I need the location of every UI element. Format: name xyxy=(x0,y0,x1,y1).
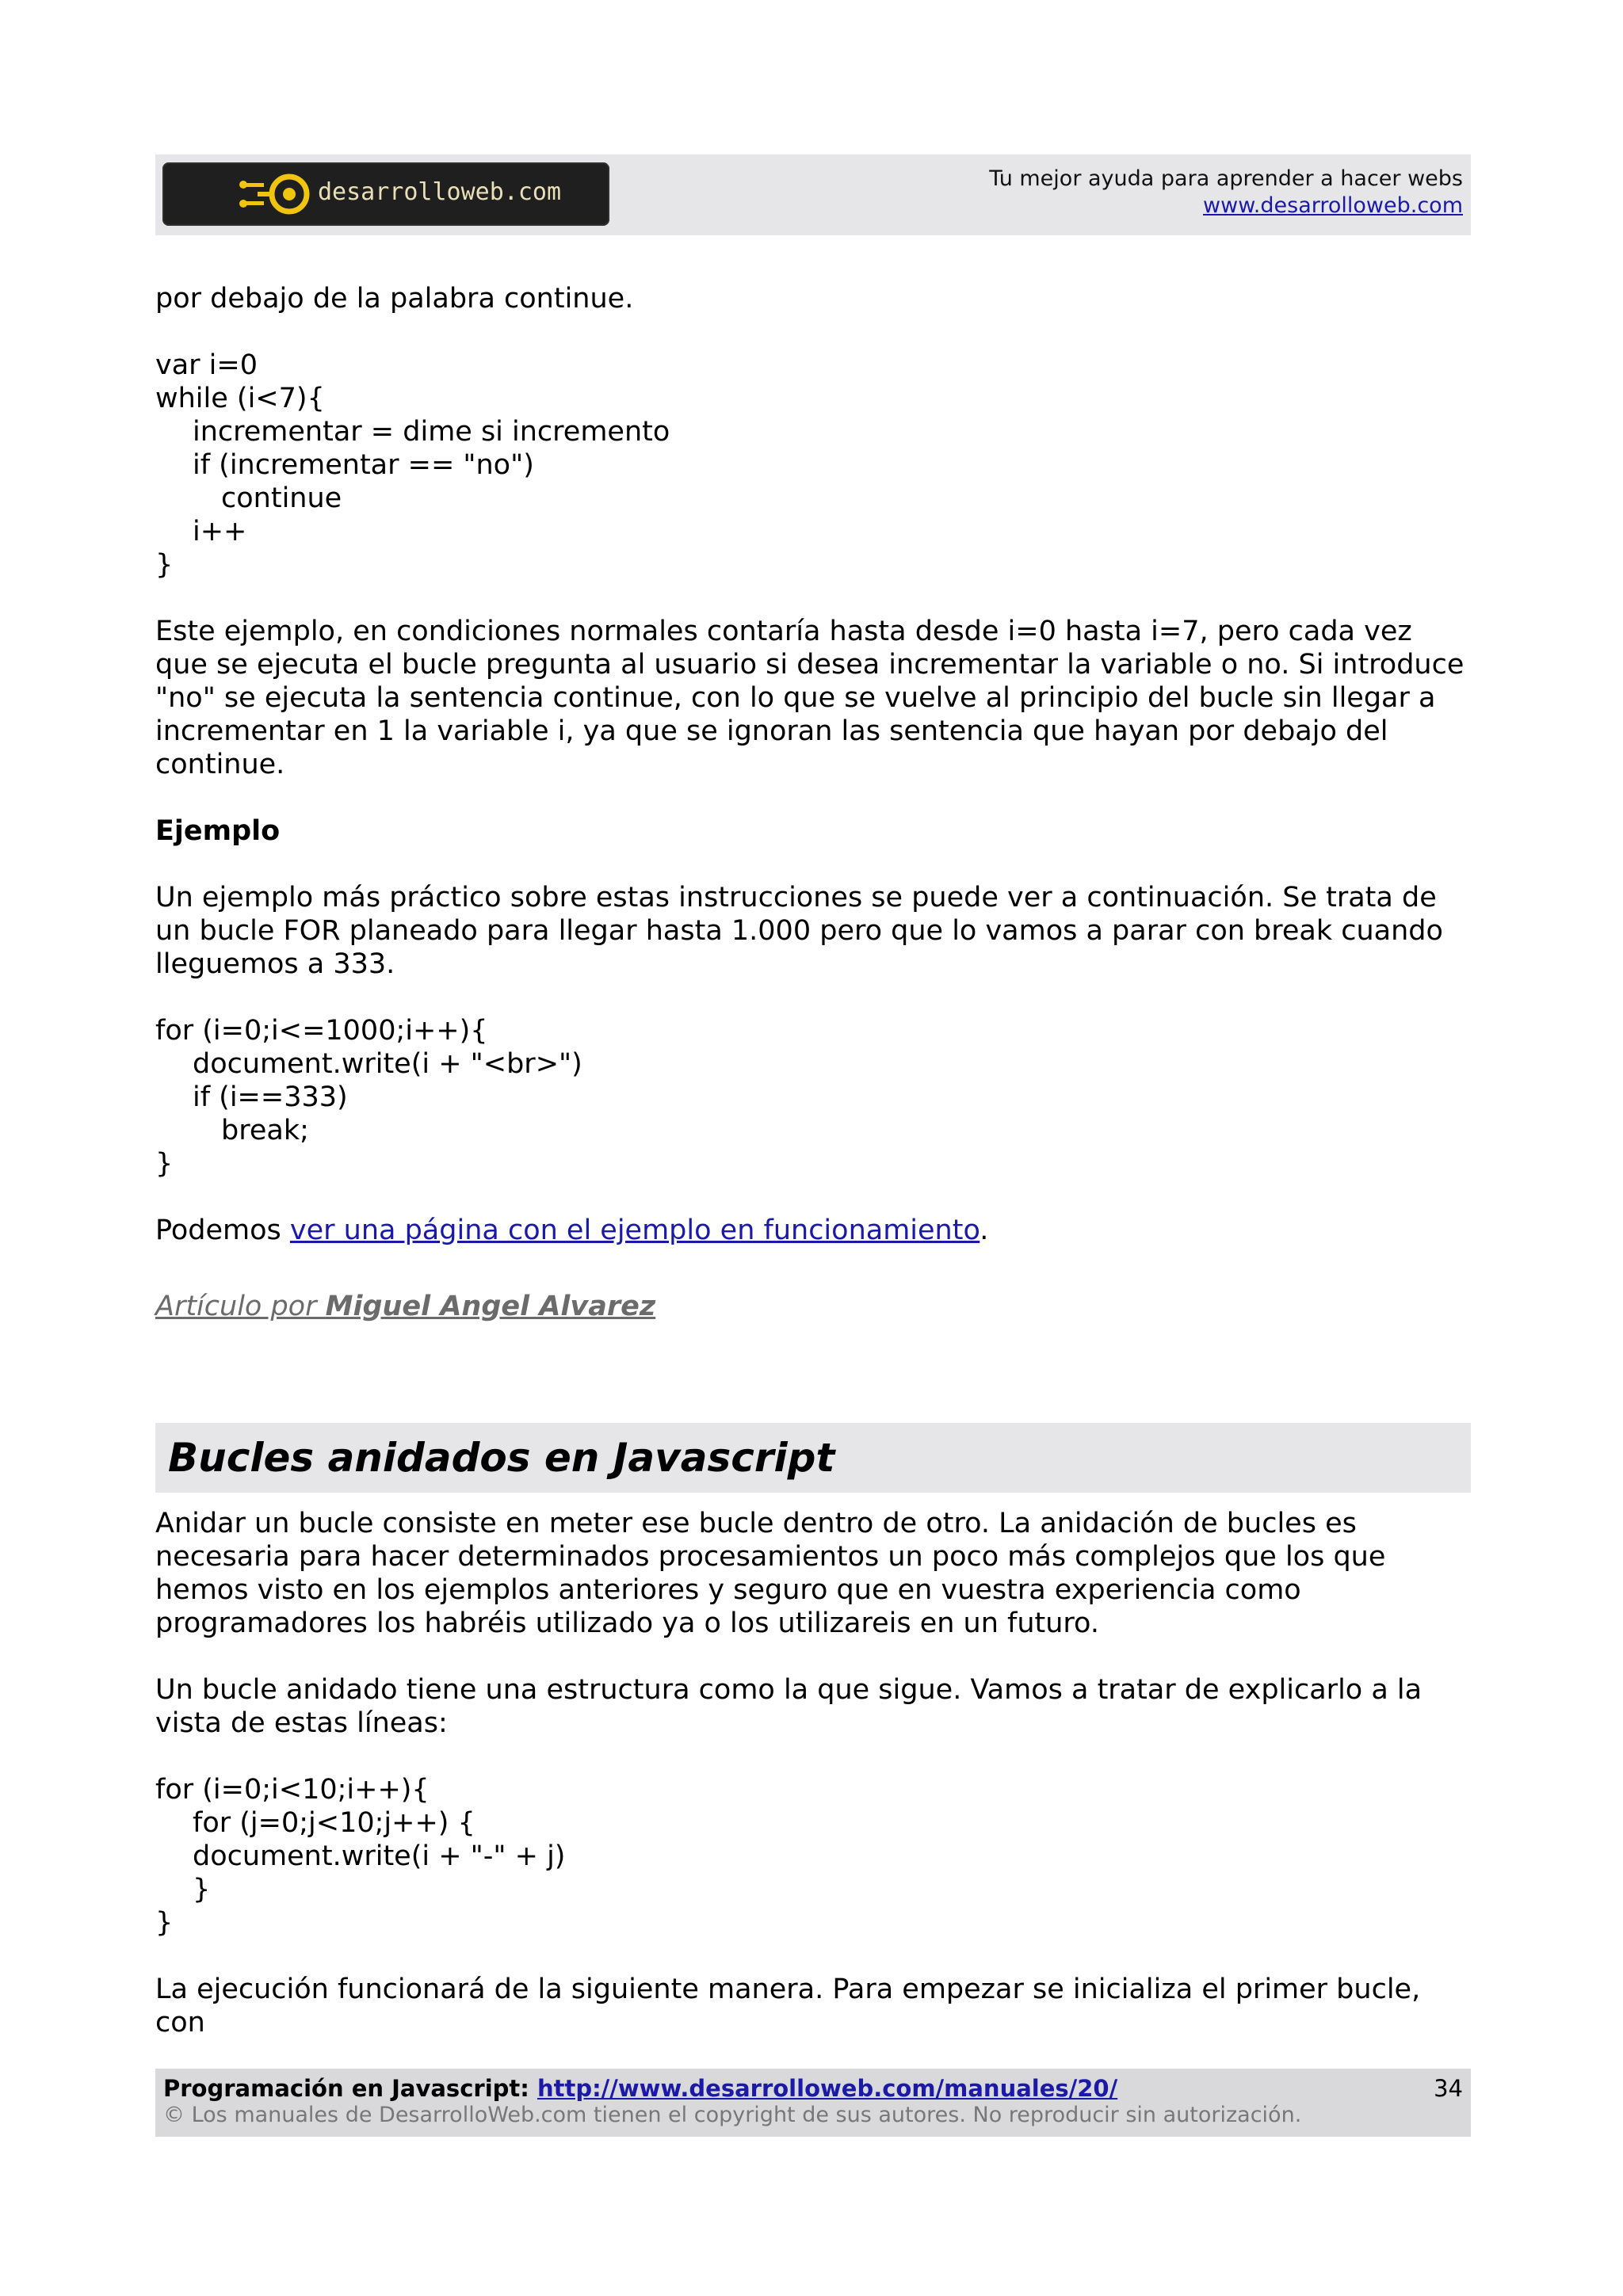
code-line: } xyxy=(155,549,174,581)
code-line: document.write(i + "-" + j) xyxy=(193,1840,566,1872)
code-line: while (i<7){ xyxy=(155,383,325,414)
author-prefix: Artículo por xyxy=(155,1291,326,1322)
paragraph-structure-intro: Un bucle anidado tiene una estructura como la que sigue. Vamos a tratar de explicarlo a la vista de estas líneas: xyxy=(155,1674,1431,1739)
demo-link[interactable]: ver una página con el ejemplo en funcionamiento xyxy=(289,1215,980,1246)
footer-manual-line xyxy=(163,2075,1117,2102)
page-footer xyxy=(155,2069,1471,2137)
logo-text: desarrolloweb.com xyxy=(318,178,562,206)
footer-manual-url[interactable]: http://www.desarrolloweb.com/manuales/20/ xyxy=(537,2075,1118,2102)
paragraph-execution: La ejecución funcionará de la siguiente manera. Para empezar se inicializa el primer bucle, con xyxy=(155,1974,1430,2039)
demo-suffix: . xyxy=(980,1215,989,1246)
intro-line: por debajo de la palabra continue. xyxy=(155,283,634,315)
logo-mark-icon xyxy=(234,174,313,215)
code-line: break; xyxy=(221,1115,309,1146)
code-block-continue xyxy=(155,349,1471,582)
header-tagline: Tu mejor ayuda para aprender a hacer webs xyxy=(989,166,1463,191)
code-line: for (i=0;i<10;i++){ xyxy=(155,1774,430,1806)
code-block-nested xyxy=(155,1773,1471,1939)
code-line: } xyxy=(193,1874,211,1905)
page-header xyxy=(155,154,1471,235)
code-line: document.write(i + "<br>") xyxy=(193,1048,582,1080)
code-line: } xyxy=(155,1907,174,1939)
header-info xyxy=(989,166,1463,219)
code-line: incrementar = dime si incremento xyxy=(193,416,670,448)
paragraph-example-intro: Un ejemplo más práctico sobre estas instrucciones se puede ver a continuación. Se trata de un bucle FOR planeado para llegar hasta 1.000 pero que lo vamos a parar con break cuando lleguemos a 333. xyxy=(155,882,1453,980)
paragraph-nested-intro: Anidar un bucle consiste en meter ese bucle dentro de otro. La anidación de bucles es necesaria para hacer determinados procesamientos un poco más complejos que los que hemos visto en los ejemplos anteriores y seguro que en vuestra experiencia como programadores los habréis utilizado ya o los utilizareis en un futuro. xyxy=(155,1508,1395,1639)
code-line: for (i=0;i<=1000;i++){ xyxy=(155,1015,488,1047)
code-block-break xyxy=(155,1014,1471,1180)
code-line: continue xyxy=(221,482,342,514)
code-line: } xyxy=(155,1148,174,1180)
code-line: if (i==333) xyxy=(193,1081,348,1113)
code-line: var i=0 xyxy=(155,349,258,381)
paragraph-continue-explanation: Este ejemplo, en condiciones normales contaría hasta desde i=0 hasta i=7, pero cada vez que se ejecuta el bucle pregunta al usuario si desea incrementar la variable o no. Si introduce "no" se ejecuta la sentencia continue, con lo que se vuelve al principio del bucle sin llegar a incrementar en 1 la variable i, ya que se ignoran las sentencia que hayan por debajo del continue. xyxy=(155,616,1473,780)
paragraph-demo-link xyxy=(155,1214,1471,1247)
author-credit[interactable] xyxy=(155,1290,655,1323)
code-line: for (j=0;j<10;j++) { xyxy=(193,1807,475,1839)
author-name[interactable]: Miguel Angel Alvarez xyxy=(325,1291,656,1322)
example-heading: Ejemplo xyxy=(155,815,281,847)
section-title: Bucles anidados en Javascript xyxy=(168,1435,835,1481)
header-url-link[interactable]: www.desarrolloweb.com xyxy=(1203,193,1463,218)
site-logo[interactable] xyxy=(162,162,609,226)
footer-copyright: © Los manuales de DesarrolloWeb.com tienen el copyright de sus autores. No reproducir sin autorización. xyxy=(163,2103,1302,2127)
footer-manual-title: Programación en Javascript: xyxy=(163,2075,537,2102)
page-number: 34 xyxy=(1434,2075,1463,2102)
demo-prefix: Podemos xyxy=(155,1215,290,1246)
code-line: if (incrementar == "no") xyxy=(193,449,534,481)
section-title-bar xyxy=(155,1423,1471,1493)
code-line: i++ xyxy=(193,516,247,547)
